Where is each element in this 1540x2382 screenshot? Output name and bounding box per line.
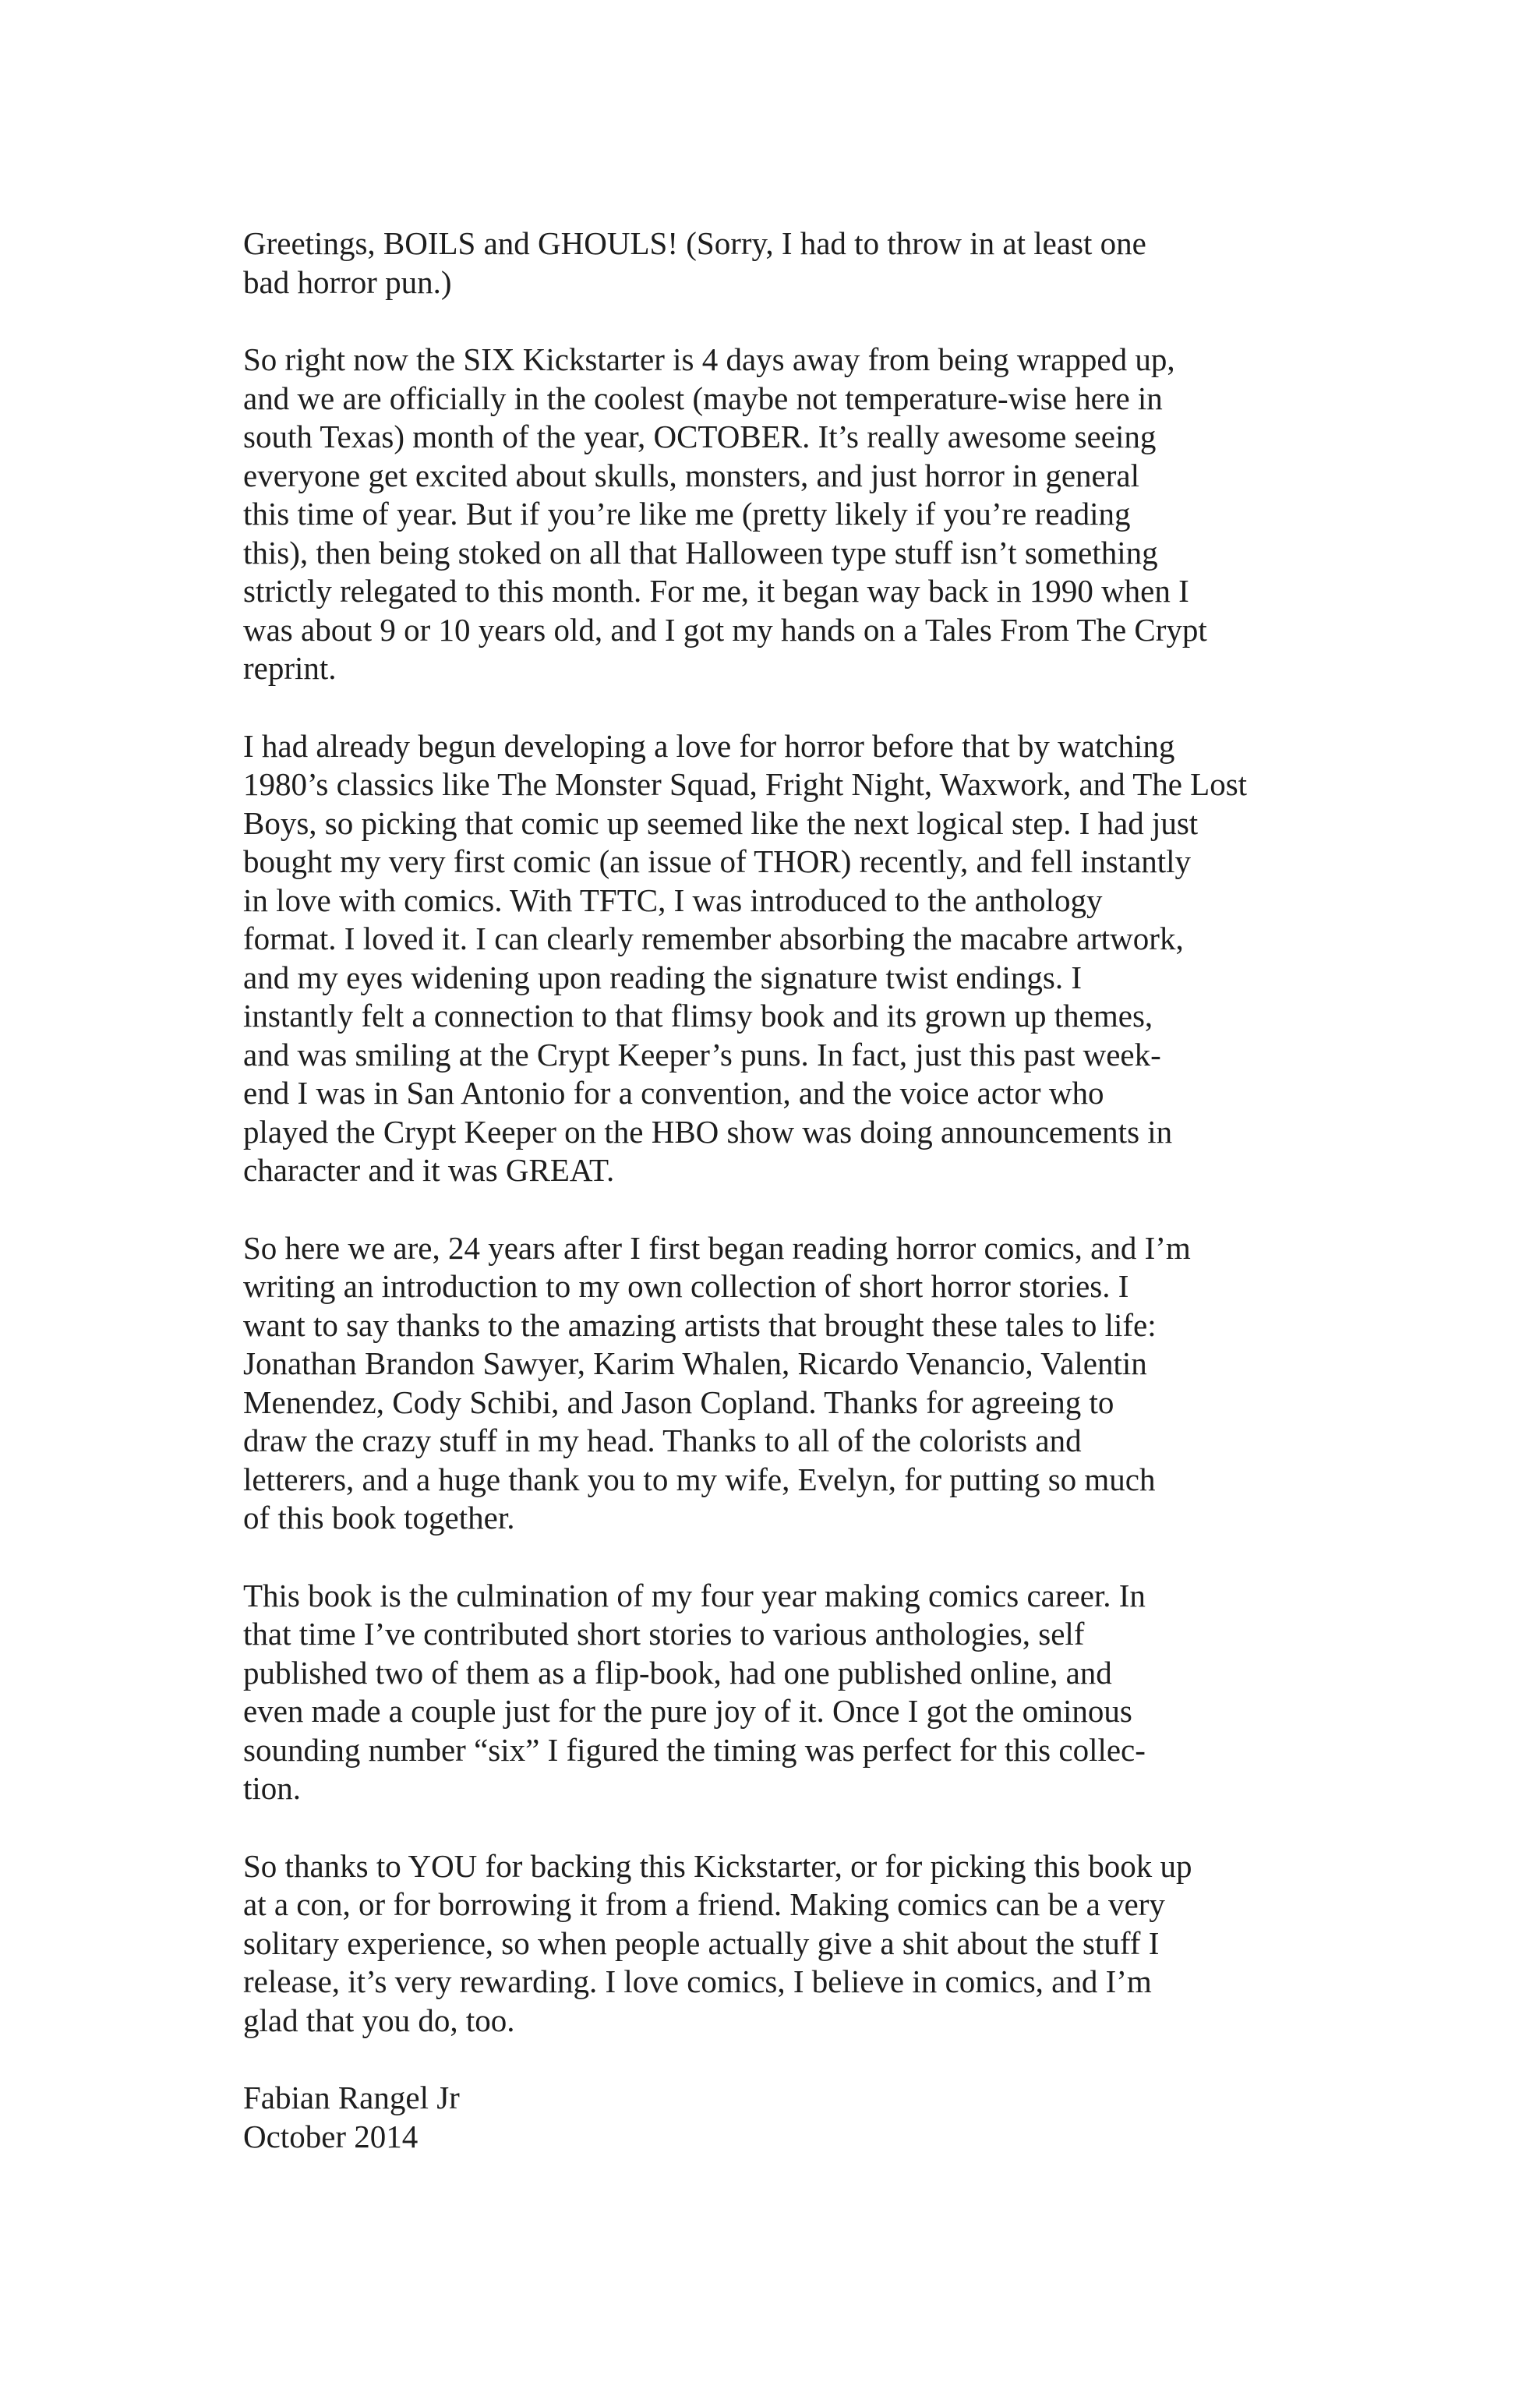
text-line: character and it was GREAT. bbox=[243, 1152, 615, 1188]
text-line: draw the crazy stuff in my head. Thanks to all of the colorists and bbox=[243, 1422, 1082, 1458]
paragraph-3 bbox=[243, 727, 1319, 1190]
text-line: of this book together. bbox=[243, 1500, 515, 1536]
text-line: tion. bbox=[243, 1770, 302, 1806]
paragraph-5 bbox=[243, 1577, 1319, 1808]
paragraph-4 bbox=[243, 1229, 1319, 1538]
text-line: in love with comics. With TFTC, I was introduced to the anthology bbox=[243, 882, 1103, 918]
text-line: everyone get excited about skulls, monsters, and just horror in general bbox=[243, 457, 1139, 493]
text-line: Menendez, Cody Schibi, and Jason Copland. Thanks for agreeing to bbox=[243, 1384, 1114, 1420]
text-line: even made a couple just for the pure joy of it. Once I got the ominous bbox=[243, 1693, 1132, 1729]
paragraph-6 bbox=[243, 1847, 1319, 2041]
text-line: Jonathan Brandon Sawyer, Karim Whalen, Ricardo Venancio, Valentin bbox=[243, 1345, 1147, 1381]
text-line: Boys, so picking that comic up seemed like the next logical step. I had just bbox=[243, 804, 1199, 841]
text-line: published two of them as a flip-book, had one published online, and bbox=[243, 1654, 1112, 1691]
text-line: Greetings, BOILS and GHOULS! (Sorry, I had to throw in at least one bbox=[243, 225, 1146, 261]
text-line: strictly relegated to this month. For me, it began way back in 1990 when I bbox=[243, 573, 1189, 609]
letter-date: October 2014 bbox=[243, 2118, 419, 2154]
text-line: writing an introduction to my own collection of short horror stories. I bbox=[243, 1268, 1129, 1304]
text-line: south Texas) month of the year, OCTOBER. It’s really awesome seeing bbox=[243, 419, 1157, 454]
text-line: bought my very first comic (an issue of THOR) recently, and fell instantly bbox=[243, 843, 1192, 879]
text-line: this), then being stoked on all that Halloween type stuff isn’t something bbox=[243, 534, 1158, 571]
text-line: and my eyes widening upon reading the signature twist endings. I bbox=[243, 959, 1083, 995]
text-line: this time of year. But if you’re like me (pretty likely if you’re reading bbox=[243, 496, 1131, 532]
text-line: 1980’s classics like The Monster Squad, Fright Night, Waxwork, and The Lost bbox=[243, 766, 1248, 802]
text-line: played the Crypt Keeper on the HBO show was doing announcements in bbox=[243, 1113, 1173, 1150]
text-line: solitary experience, so when people actually give a shit about the stuff I bbox=[243, 1924, 1160, 1961]
text-line: letterers, and a huge thank you to my wife, Evelyn, for putting so much bbox=[243, 1461, 1156, 1497]
text-line: and we are officially in the coolest (maybe not temperature-wise here in bbox=[243, 380, 1163, 416]
text-line: release, it’s very rewarding. I love comics, I believe in comics, and I’m bbox=[243, 1963, 1152, 1999]
text-line: sounding number “six” I figured the timing was perfect for this collec- bbox=[243, 1731, 1146, 1768]
text-line: I had already begun developing a love for horror before that by watching bbox=[243, 727, 1175, 764]
text-line: So thanks to YOU for backing this Kickstarter, or for picking this book up bbox=[243, 1847, 1192, 1884]
signature-block bbox=[243, 2079, 1319, 2156]
text-line: instantly felt a connection to that flimsy book and its grown up themes, bbox=[243, 998, 1153, 1034]
text-line: was about 9 or 10 years old, and I got my hands on a Tales From The Crypt bbox=[243, 611, 1207, 648]
letter-body bbox=[243, 224, 1319, 2156]
text-line: So right now the SIX Kickstarter is 4 days away from being wrapped up, bbox=[243, 341, 1175, 377]
paragraph-2 bbox=[243, 341, 1319, 688]
text-line: end I was in San Antonio for a convention, and the voice actor who bbox=[243, 1075, 1104, 1111]
text-line: bad horror pun.) bbox=[243, 263, 452, 300]
text-line: This book is the culmination of my four year making comics career. In bbox=[243, 1577, 1146, 1613]
text-line: want to say thanks to the amazing artists that brought these tales to life: bbox=[243, 1306, 1157, 1343]
text-line: at a con, or for borrowing it from a friend. Making comics can be a very bbox=[243, 1886, 1165, 1922]
text-line: reprint. bbox=[243, 650, 337, 686]
paragraph-1 bbox=[243, 224, 1319, 302]
author-name: Fabian Rangel Jr bbox=[243, 2080, 460, 2115]
text-line: So here we are, 24 years after I first began reading horror comics, and I’m bbox=[243, 1229, 1191, 1266]
text-line: and was smiling at the Crypt Keeper’s puns. In fact, just this past week- bbox=[243, 1036, 1161, 1073]
text-line: that time I’ve contributed short stories to various anthologies, self bbox=[243, 1616, 1085, 1652]
text-line: format. I loved it. I can clearly remember absorbing the macabre artwork, bbox=[243, 921, 1184, 956]
text-line: glad that you do, too. bbox=[243, 2002, 515, 2038]
